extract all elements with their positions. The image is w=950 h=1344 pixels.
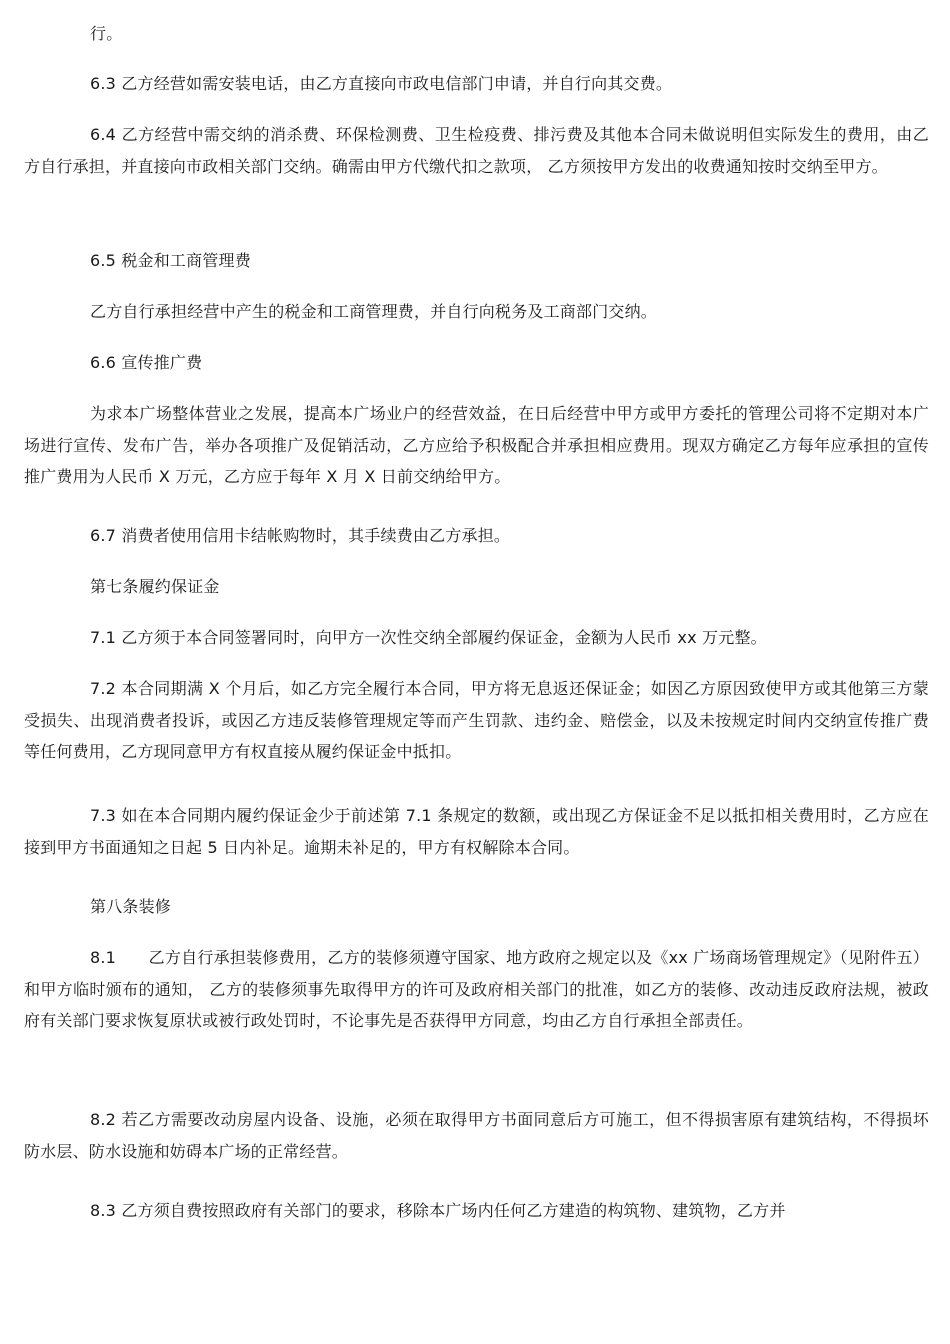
paragraph-8-1: 8.1 乙方自行承担装修费用，乙方的装修须遵守国家、地方政府之规定以及《xx 广场商场管理规定》（见附件五）和甲方临时颁布的通知， 乙方的装修须事先取得甲方的许可及政府相关部门的批准，如乙方的装修、改动违反政府法规，被政府有关部门要求恢复原状或被行政处罚时，不论事先是否获得甲方同意，均由乙方自行承担全部责任。 xyxy=(24,948,929,1030)
paragraph-7-3: 7.3 如在本合同期内履约保证金少于前述第 7.1 条规定的数额，或出现乙方保证金不足以抵扣相关费用时，乙方应在接到甲方书面通知之日起 5 日内补足。逾期未补足的，甲方有权解除本合同。 xyxy=(24,806,929,857)
heading-article-8: 第八条装修 xyxy=(90,897,172,916)
paragraph-7-2: 7.2 本合同期满 X 个月后，如乙方完全履行本合同，甲方将无息返还保证金；如因乙方原因致使甲方或其他第三方蒙受损失、出现消费者投诉，或因乙方违反装修管理规定等而产生罚款、违约金、赔偿金，以及未按规定时间内交纳宣传推广费等任何费用，乙方现同意甲方有权直接从履约保证金中抵扣。 xyxy=(24,679,929,761)
paragraph-7-1: 7.1 乙方须于本合同签署同时，向甲方一次性交纳全部履约保证金，金额为人民币 xx 万元整。 xyxy=(90,628,767,647)
paragraph-8-2: 8.2 若乙方需要改动房屋内设备、设施，必须在取得甲方书面同意后方可施工，但不得损害原有建筑结构，不得损坏防水层、防水设施和妨碍本广场的正常经营。 xyxy=(24,1110,929,1161)
paragraph-6-5-body: 乙方自行承担经营中产生的税金和工商管理费，并自行向税务及工商部门交纳。 xyxy=(90,302,658,321)
heading-6-6: 6.6 宣传推广费 xyxy=(90,353,203,372)
paragraph-6-4: 6.4 乙方经营中需交纳的消杀费、环保检测费、卫生检疫费、排污费及其他本合同未做说明但实际发生的费用，由乙方自行承担，并直接向市政相关部门交纳。确需由甲方代缴代扣之款项， 乙方须按甲方发出的收费通知按时交纳至甲方。 xyxy=(24,125,929,176)
paragraph-6-7: 6.7 消费者使用信用卡结帐购物时，其手续费由乙方承担。 xyxy=(90,526,511,545)
paragraph-6-3: 6.3 乙方经营如需安装电话，由乙方直接向市政电信部门申请，并自行向其交费。 xyxy=(90,74,673,93)
heading-article-7: 第七条履约保证金 xyxy=(90,577,220,596)
heading-6-5: 6.5 税金和工商管理费 xyxy=(90,251,251,270)
paragraph-6-6-body: 为求本广场整体营业之发展，提高本广场业户的经营效益，在日后经营中甲方或甲方委托的管理公司将不定期对本广场进行宣传、发布广告，举办各项推广及促销活动，乙方应给予积极配合并承担相应费用。现双方确定乙方每年应承担的宣传推广费用为人民币 X 万元，乙方应于每年 X 月 X 日前交纳给甲方。 xyxy=(24,404,929,486)
paragraph-8-3: 8.3 乙方须自费按照政府有关部门的要求，移除本广场内任何乙方建造的构筑物、建筑物，乙方并 xyxy=(90,1201,786,1220)
paragraph-continuation: 行。 xyxy=(90,24,123,43)
